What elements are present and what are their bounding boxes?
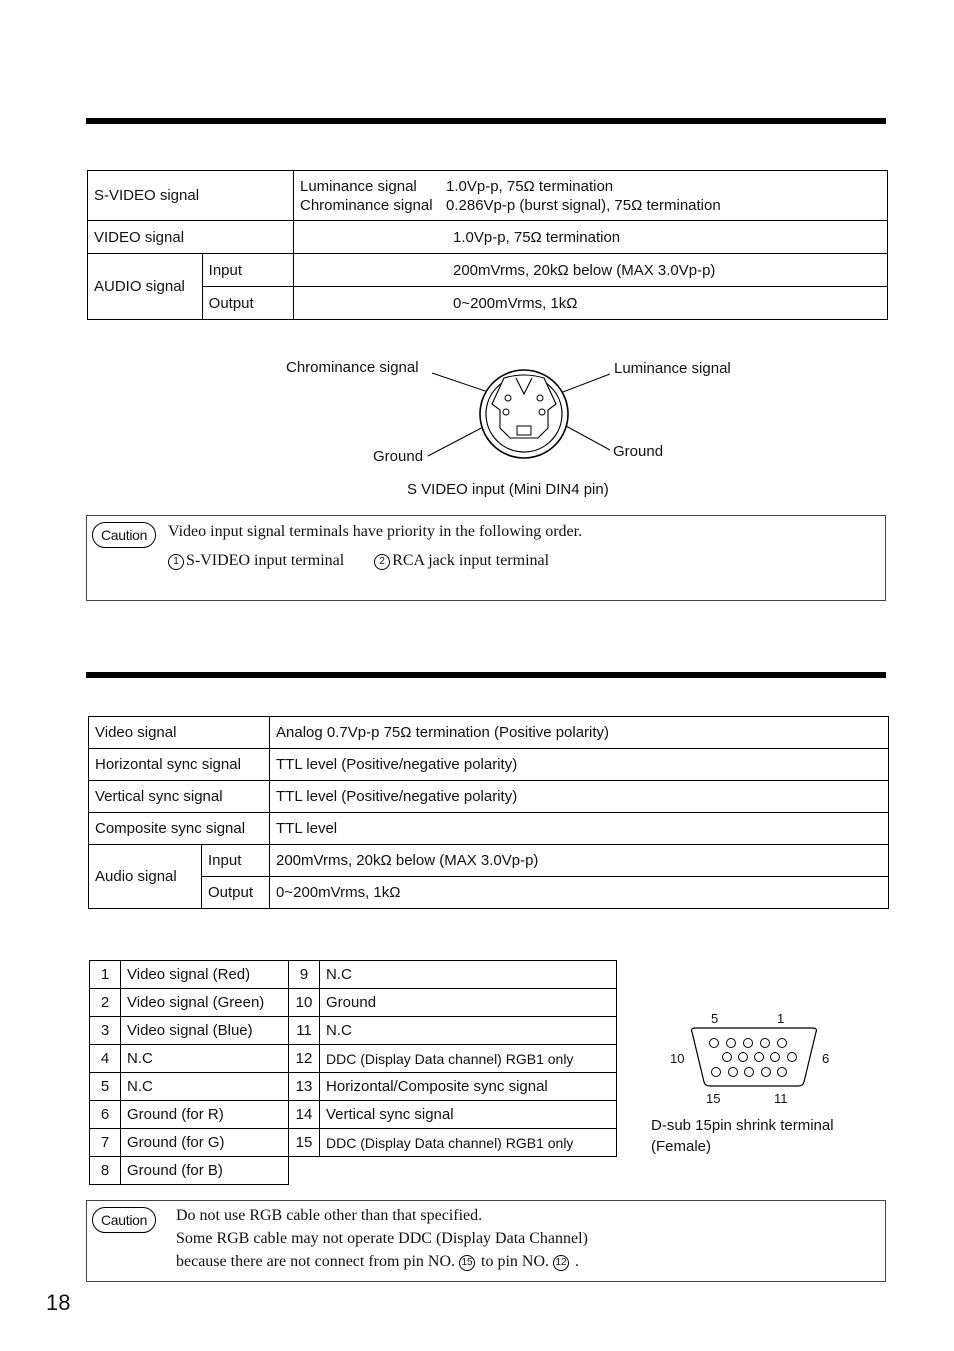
pin-name: DDC (Display Data channel) RGB1 only [320,1129,617,1157]
caution2-line3-a: because there are not connect from pin NO. [176,1253,455,1270]
dsub15-connector-diagram [686,1026,822,1088]
dsub-label-pin10: 10 [670,1051,685,1066]
pin-number: 7 [90,1129,121,1157]
pin-name: Horizontal/Composite sync signal [320,1073,617,1101]
pin-name: Ground [320,989,617,1017]
rgb-row-value: TTL level (Positive/negative polarity) [270,749,889,781]
pin-number: 13 [289,1073,320,1101]
label-chrominance: Chrominance signal [286,359,419,376]
pin-name: Ground (for R) [121,1101,289,1129]
label-luminance: Luminance signal [614,360,731,377]
rgb-audio-input-label: Input [202,845,270,877]
label-ground-right: Ground [613,443,664,460]
video-spec-table [87,170,888,320]
chrom-label: Chrominance signal [300,196,433,214]
pin-ground-left [503,409,509,415]
video-value: 1.0Vp-p, 75Ω termination [294,221,888,254]
rgb-row-value: Analog 0.7Vp-p 75Ω termination (Positive polarity) [270,717,889,749]
rgb-row-value: TTL level [270,813,889,845]
caution2-line1: Do not use RGB cable other than that specified. [176,1207,483,1224]
pin-number: 12 [289,1045,320,1073]
section-rule-rgb [86,672,886,678]
pin-number: 14 [289,1101,320,1129]
pin-number: 10 [289,989,320,1017]
page-number: 18 [46,1290,71,1315]
pin-number: 6 [90,1101,121,1129]
rgb-row-value: TTL level (Positive/negative polarity) [270,781,889,813]
pin-chrominance [505,395,511,401]
pin-name: Ground (for G) [121,1129,289,1157]
pin-number: 4 [90,1045,121,1073]
pin-number: 15 [289,1129,320,1157]
pin-table-right [288,960,617,1157]
pin-name: Video signal (Blue) [121,1017,289,1045]
caution-box-priority [86,515,886,601]
pin-number: 9 [289,961,320,989]
dsub-label-pin1: 1 [777,1011,785,1026]
audio-input-value: 200mVrms, 20kΩ below (MAX 3.0Vp-p) [294,254,888,287]
svideo-values [294,171,888,221]
pin-number: 11 [289,1017,320,1045]
pin-number: 1 [90,961,121,989]
rgb-row-label: Composite sync signal [89,813,270,845]
pin-name: N.C [121,1045,289,1073]
caution-badge: Caution [92,522,156,548]
caution2-line3-b: to pin NO. [481,1253,549,1270]
svideo-label: S-VIDEO signal [88,171,294,221]
caution2-line2: Some RGB cable may not operate DDC (Display Data Channel) [176,1230,588,1247]
section-rule-top [86,118,886,124]
pin-table-left [89,960,289,1185]
rgb-row-label: Vertical sync signal [89,781,270,813]
connector-notch [517,426,531,435]
dsub-caption-line1: D-sub 15pin shrink terminal [651,1117,834,1134]
rgb-audio-input-value: 200mVrms, 20kΩ below (MAX 3.0Vp-p) [270,845,889,877]
rgb-row-label: Video signal [89,717,270,749]
pin-name: N.C [121,1073,289,1101]
caution2-line3-c: . [575,1253,579,1270]
lum-label: Luminance signal [300,177,417,195]
caution1-line1: Video input signal terminals have priority in the following order. [168,523,583,540]
caution-box-rgb-cable [86,1200,886,1282]
mini-din4-connector-diagram [420,360,620,470]
dsub-label-pin5: 5 [711,1011,719,1026]
pin-name: Video signal (Red) [121,961,289,989]
rgb-row-label: Horizontal sync signal [89,749,270,781]
circled-number-1: 1 [168,554,184,570]
pin-number: 2 [90,989,121,1017]
rgb-audio-output-label: Output [202,877,270,909]
pin-name: DDC (Display Data channel) RGB1 only [320,1045,617,1073]
caution1-item2: RCA jack input terminal [392,552,550,569]
pin-name: N.C [320,1017,617,1045]
circled-number-12: 12 [553,1255,569,1271]
pin-number: 3 [90,1017,121,1045]
pin-ground-right [539,409,545,415]
audio-output-value: 0~200mVrms, 1kΩ [294,287,888,320]
pin-number: 8 [90,1157,121,1185]
pin-luminance [537,395,543,401]
caution-badge: Caution [92,1207,156,1233]
pin-number: 5 [90,1073,121,1101]
audio-output-label: Output [202,287,293,320]
rgb-spec-table [88,716,889,909]
audio-label: AUDIO signal [88,254,203,320]
svideo-diagram-caption: S VIDEO input (Mini DIN4 pin) [407,481,609,498]
audio-input-label: Input [202,254,293,287]
pin-name: Video signal (Green) [121,989,289,1017]
caution1-item1: S-VIDEO input terminal [186,552,345,569]
label-ground-left: Ground [373,448,424,465]
pin-name: Vertical sync signal [320,1101,617,1129]
pin-name: N.C [320,961,617,989]
caution2-line3 [176,1250,588,1273]
chrom-value: 0.286Vp-p (burst signal), 75Ω termination [446,196,721,214]
caution-text-priority [168,520,582,572]
rgb-audio-output-value: 0~200mVrms, 1kΩ [270,877,889,909]
video-label: VIDEO signal [88,221,294,254]
circled-number-2: 2 [374,554,390,570]
dsub-label-pin11: 11 [774,1091,788,1106]
dsub-caption [651,1115,834,1157]
lum-value: 1.0Vp-p, 75Ω termination [446,177,614,195]
caution1-order [168,549,582,572]
circled-number-15: 15 [459,1255,475,1271]
dsub-label-pin15: 15 [706,1091,721,1106]
dsub-label-pin6: 6 [822,1051,830,1066]
caution-text-rgb-cable [176,1204,588,1273]
pin-name: Ground (for B) [121,1157,289,1185]
dsub-caption-line2: (Female) [651,1138,712,1155]
rgb-audio-label: Audio signal [89,845,202,909]
